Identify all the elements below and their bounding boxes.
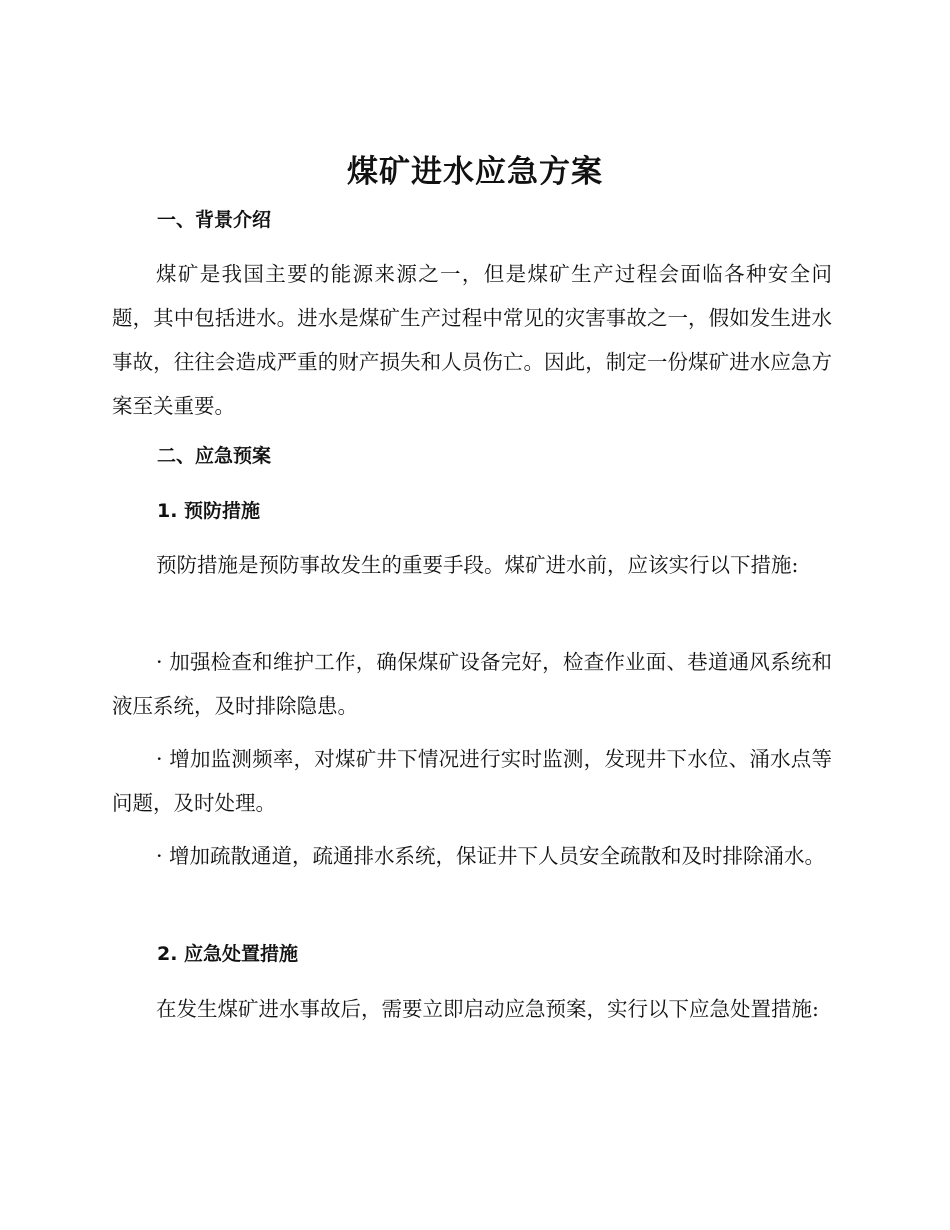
subsection-heading-prevention: 1. 预防措施 (157, 500, 261, 522)
background-paragraph: 煤矿是我国主要的能源来源之一，但是煤矿生产过程会面临各种安全问题，其中包括进水。进水是煤矿生产过程中常见的灾害事故之一，假如发生进水事故，往往会造成严重的财产损失和人员伤亡。因此，制定一份煤矿进水应急方案至关重要。 (112, 262, 832, 418)
section-heading-emergency-plan: 二、应急预案 (157, 445, 272, 467)
prevention-bullet-3: · 增加疏散通道，疏通排水系统，保证井下人员安全疏散和及时排除涌水。 (156, 844, 826, 868)
prevention-bullet-1: · 加强检查和维护工作，确保煤矿设备完好，检查作业面、巷道通风系统和液压系统，及时排除隐患。 (112, 650, 832, 718)
subsection-heading-emergency-response: 2. 应急处置措施 (157, 943, 299, 965)
section-heading-background: 一、背景介绍 (157, 209, 272, 231)
prevention-bullet-2: · 增加监测频率，对煤矿井下情况进行实时监测，发现井下水位、涌水点等问题，及时处理。 (112, 747, 832, 815)
document-title: 煤矿进水应急方案 (347, 154, 603, 190)
prevention-intro-paragraph: 预防措施是预防事故发生的重要手段。煤矿进水前，应该实行以下措施: (156, 553, 799, 577)
emergency-response-intro-paragraph: 在发生煤矿进水事故后，需要立即启动应急预案，实行以下应急处置措施: (156, 997, 819, 1021)
